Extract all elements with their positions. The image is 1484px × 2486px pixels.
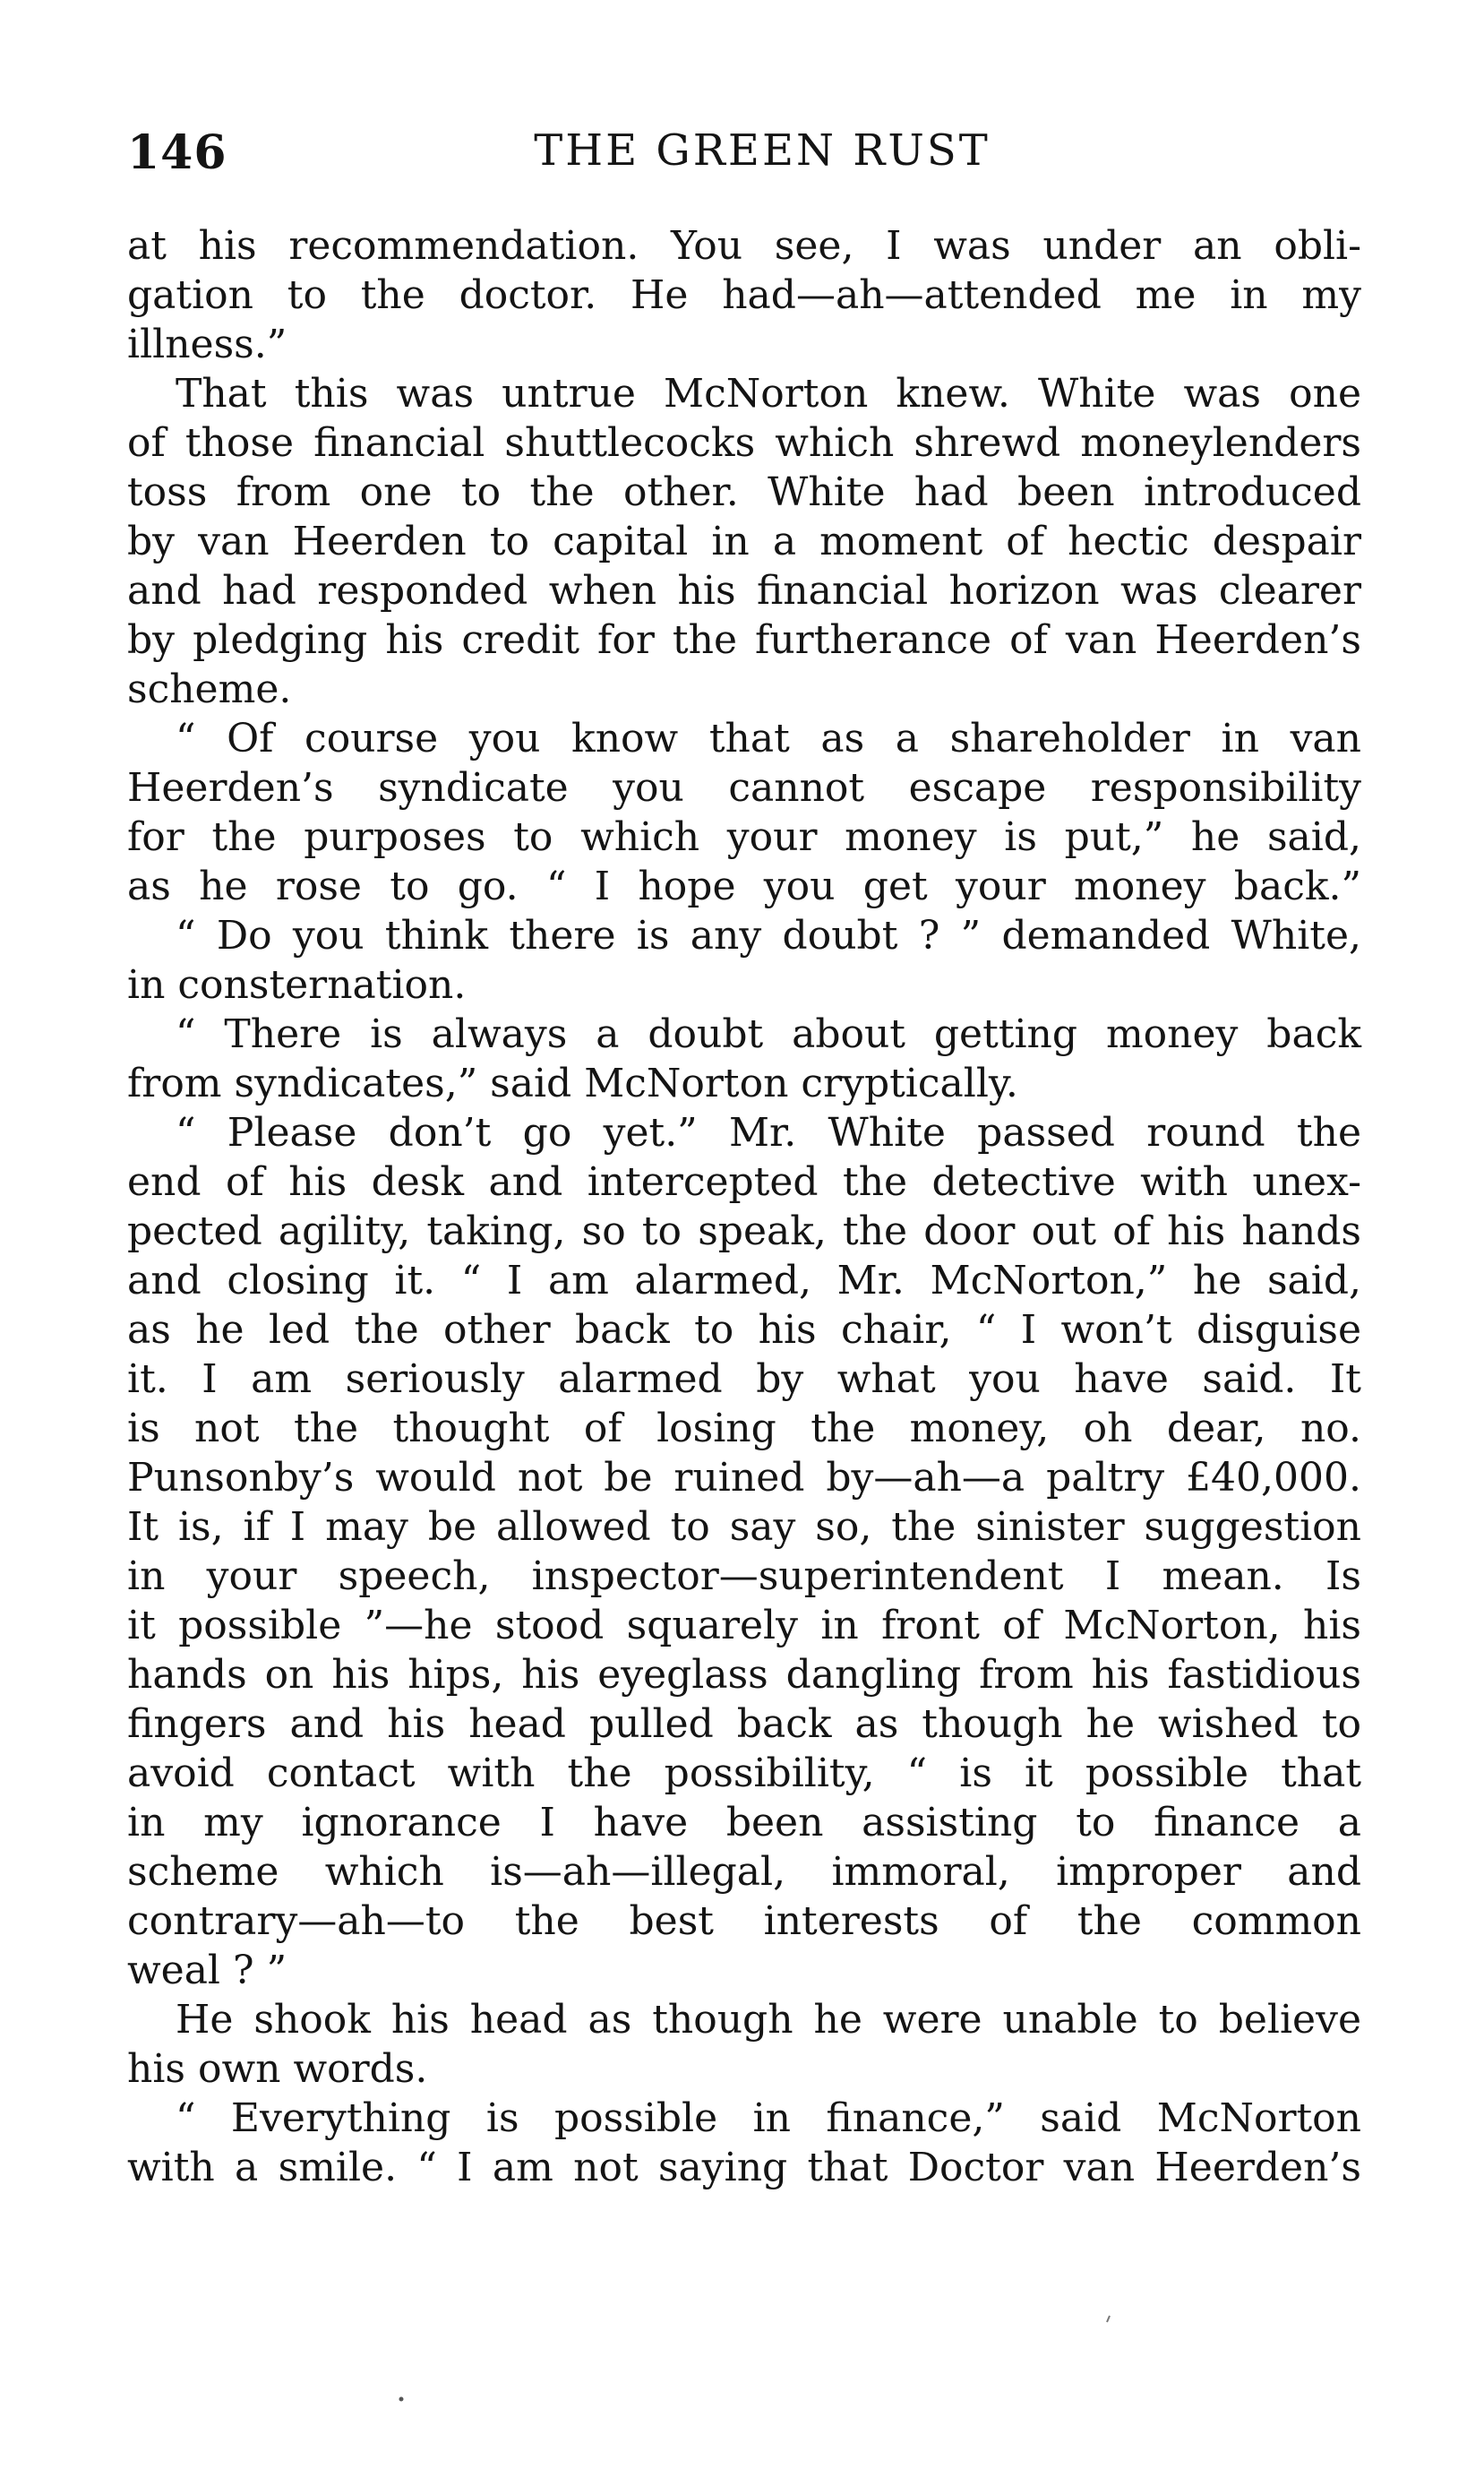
- text-line: scheme.: [127, 667, 292, 712]
- text-line: by pledging his credit for the furtherance of van Heerden’s: [127, 617, 1361, 663]
- text-line: in consternation.: [127, 962, 467, 1008]
- text-line: Punsonby’s would not be ruined by—ah—a paltry £40,000.: [127, 1455, 1361, 1501]
- text-line: weal ? ”: [127, 1948, 287, 1993]
- page-header: [127, 125, 1361, 179]
- text-line: contrary—ah—to the best interests of the common: [127, 1898, 1361, 1944]
- text-line: scheme which is—ah—illegal, immoral, improper and: [127, 1849, 1361, 1895]
- text-line: “ Do you think there is any doubt ? ” demanded White,: [176, 913, 1361, 959]
- text-line: and closing it. “ I am alarmed, Mr. McNorton,” he said,: [127, 1258, 1361, 1303]
- text-line: He shook his head as though he were unable to believe: [176, 1997, 1361, 2043]
- text-line: Heerden’s syndicate you cannot escape responsibility: [127, 765, 1361, 811]
- text-line: “ Of course you know that as a shareholder in van: [176, 716, 1361, 761]
- body-text: [127, 221, 1361, 2192]
- running-title: THE GREEN RUST: [534, 125, 991, 176]
- text-line: in your speech, inspector—superintendent I mean. Is: [127, 1553, 1361, 1599]
- text-line: end of his desk and intercepted the detective with unex-: [127, 1159, 1361, 1205]
- text-line: his own words.: [127, 2046, 428, 2092]
- text-line: “ There is always a doubt about getting money back: [176, 1011, 1361, 1057]
- text-line: as he rose to go. “ I hope you get your money back.”: [127, 864, 1361, 909]
- text-line: as he led the other back to his chair, “ I won’t disguise: [127, 1307, 1361, 1353]
- text-line: fingers and his head pulled back as though he wished to: [127, 1701, 1361, 1747]
- text-line: at his recommendation. You see, I was under an obli-: [127, 223, 1361, 269]
- text-line: “ Everything is possible in finance,” said McNorton: [176, 2095, 1361, 2141]
- text-line: it. I am seriously alarmed by what you have said. It: [127, 1356, 1361, 1402]
- text-line: and had responded when his financial horizon was clearer: [127, 568, 1361, 614]
- page-number: 146: [127, 125, 227, 180]
- ink-speck: [1107, 2316, 1110, 2322]
- text-line: That this was untrue McNorton knew. White was one: [176, 371, 1361, 417]
- text-line: illness.”: [127, 322, 287, 367]
- text-line: it possible ”—he stood squarely in front of McNorton, his: [127, 1603, 1361, 1648]
- text-line: of those financial shuttlecocks which shrewd moneylenders: [127, 420, 1361, 466]
- text-line: from syndicates,” said McNorton cryptically.: [127, 1061, 1018, 1106]
- text-line: is not the thought of losing the money, oh dear, no.: [127, 1406, 1361, 1451]
- text-line: gation to the doctor. He had—ah—attended me in my: [127, 272, 1361, 318]
- text-line: pected agility, taking, so to speak, the door out of his hands: [127, 1209, 1361, 1254]
- text-line: by van Heerden to capital in a moment of hectic despair: [127, 519, 1361, 564]
- text-line: It is, if I may be allowed to say so, the sinister suggestion: [127, 1504, 1361, 1550]
- text-line: avoid contact with the possibility, “ is it possible that: [127, 1751, 1361, 1796]
- text-line: with a smile. “ I am not saying that Doctor van Heerden’s: [127, 2145, 1361, 2190]
- text-line: in my ignorance I have been assisting to finance a: [127, 1800, 1361, 1845]
- text-line: “ Please don’t go yet.” Mr. White passed round the: [176, 1110, 1361, 1156]
- text-line: hands on his hips, his eyeglass dangling from his fastidious: [127, 1652, 1361, 1698]
- text-line: for the purposes to which your money is put,” he said,: [127, 814, 1361, 860]
- text-line: toss from one to the other. White had been introduced: [127, 469, 1361, 515]
- ink-speck: [399, 2397, 404, 2402]
